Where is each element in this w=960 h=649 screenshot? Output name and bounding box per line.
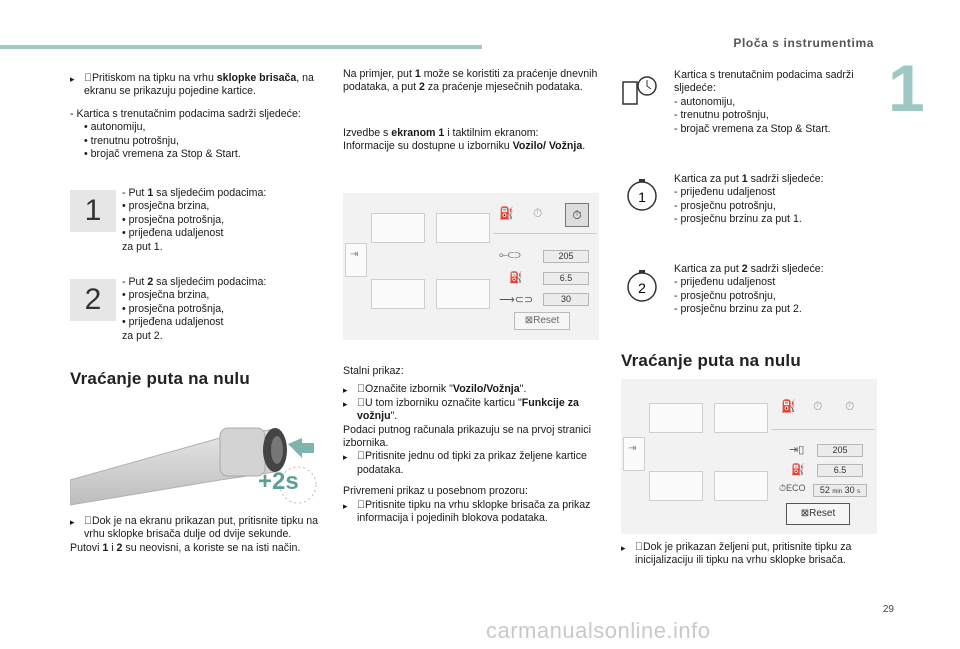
arrow-bullet-icon: ▸ [343,452,348,463]
speed-value: 30 [543,293,589,306]
arrow-bullet-icon: ▸ [621,543,626,553]
chapter-number: 1 [888,51,925,125]
arrow-bullet-icon: ▸ [343,500,348,511]
intro-paragraph: ▸ Pritiskom na tipku na vrhu sklopke brisača, na ekranu se prikazuju pojedine kartice. [70,72,314,98]
trip1-card-item: - prijeđenu udaljenost [674,186,776,199]
distance-icon: ⟜⊂⊃ [499,249,521,261]
col2-display-modes [343,365,601,525]
reset-heading-right: Vraćanje puta na nulu [621,351,801,370]
card-instant-text: Kartica s trenutačnim podacima sadrži sljedeće: [674,69,854,95]
col1-intro [70,72,332,99]
instant-data-icon [621,72,659,111]
card-trip1-block [674,173,884,227]
trip1-item: • prosječna potrošnja, [122,213,225,226]
trip2-item: • prosječna potrošnja, [122,302,225,315]
trip2-block [122,276,332,343]
example-paragraph: Na primjer, put 1 može se koristiti za praćenje dnevnih podataka, a put 2 za praćenje mjesečnih podataka. [343,68,598,94]
instant-tab-icon: ⛽ [499,206,514,220]
trip2-heading: - Put 2 sa sljedećim podacima: [122,276,267,288]
screen-side-button: ⇥ [345,243,367,277]
hold-2s-badge: +2s [258,468,299,495]
consumption-icon: ⛽ [509,272,523,284]
tab-item: • autonomiju, [84,121,146,134]
screen-tile [371,213,425,243]
trip2-card-item: - prosječnu brzinu za put 2. [674,303,802,316]
temporary-heading: Privremeni prikaz u posebnom prozoru: [343,485,528,498]
arrow-bullet-icon: ▸ [343,398,348,409]
trip1-item: • prijeđena udaljenost [122,227,224,240]
section-title: Ploča s instrumentima [733,36,874,50]
watermark: carmanualsonline.info [486,618,711,643]
consumption-value: 6.5 [817,464,863,477]
step-1: ▸ Označite izbornik "Vozilo/Vožnja". [343,383,601,396]
card-trip1-text: Kartica za put 1 sadrži sljedeće: [674,173,824,185]
page-number: 29 [882,604,894,615]
trip1-stopwatch-icon [625,178,659,217]
reset-independent-text: Putovi 1 i 2 su neovisni, a koriste se na isti način. [70,541,301,554]
trip2-stopwatch-icon [625,269,659,308]
touchscreen-example-2 [621,379,877,534]
tab-item: • brojač vremena za Stop & Start. [84,148,241,161]
tab-intro: - Kartica s trenutačnim podacima sadrži sljedeće: [70,108,301,120]
trip1-item: • prosječna brzina, [122,200,210,213]
header-accent-bar [0,45,482,49]
reset-icon: ⊠ [800,508,810,519]
trip2-icon: 2 [70,279,116,321]
trip2-card-item: - prosječnu potrošnju, [674,289,776,302]
step-3: ▸ Pritisnite jednu od tipki za prikaz željene kartice podataka. [343,450,587,476]
screen-tile [714,471,768,501]
trip1-tab-icon: ⏱ [533,206,543,220]
instant-item: - autonomiju, [674,95,736,108]
trip1-card-item: - prosječnu potrošnju, [674,199,776,212]
final-step: ▸ Dok je prikazan željeni put, pritisnite tipku za inicijalizaciju ili tipku na vrhu sklopke brisača. [621,541,852,567]
step-4: ▸ Pritisnite tipku na vrhu sklopke brisača za prikaz informacija i pojedinih blokova podataka. [343,498,591,525]
svg-text:1: 1 [638,189,646,205]
reset-button[interactable] [514,312,570,330]
distance-value: 205 [543,250,589,263]
screen-side-button: ⇥ [623,437,645,471]
card-trip2-text: Kartica za put 2 sadrži sljedeće: [674,263,824,275]
autonomy-value: 205 [817,444,863,457]
card-trip2-block [674,263,884,317]
trip2-item: • prosječna brzina, [122,289,210,302]
step-2: ▸ U tom izborniku označite karticu "Funkcije za vožnju". [343,396,579,423]
trip2-item: • prijeđena udaljenost [122,316,224,329]
reset-button[interactable] [786,503,850,525]
trip1-tail: za put 1. [122,240,163,253]
col2-versions [343,127,601,154]
col1-reset-text [70,515,332,555]
trip2-tab-icon[interactable]: ⏱ [565,203,589,227]
consumption-icon: ⛽ [791,464,805,476]
instant-item: - trenutnu potrošnju, [674,109,769,122]
screen-tile [714,403,768,433]
trip2-card-item: - prijeđenu udaljenost [674,276,776,289]
col3-final-text [621,541,879,568]
instant-tab-icon[interactable]: ⛽ [781,399,796,413]
col2-example [343,68,601,95]
instant-item: - brojač vremena za Stop & Start. [674,122,831,135]
screen-tile [649,403,703,433]
reset-heading-left: Vraćanje puta na nulu [70,369,250,388]
permanent-heading: Stalni prikaz: [343,365,404,377]
tab-divider [771,429,875,430]
reset-icon: ⊠ [524,315,534,326]
stop-start-timer-value: 52 min 30 s [813,484,867,497]
trip1-heading: - Put 1 sa sljedećim podacima: [122,187,267,199]
press-text: ▸ Dok je na ekranu prikazan put, pritisnite tipku na vrhu sklopke brisača dulje od dvije sekunde. [70,515,319,541]
svg-text:2: 2 [638,280,646,296]
screen-tile [436,279,490,309]
trip2-tab-icon[interactable]: ⏱ [845,399,855,413]
data-text: Podaci putnog računala prikazuju se na prvoj stranici izbornika. [343,423,591,450]
trip1-block [122,187,332,254]
consumption-value: 6.5 [543,272,589,285]
speed-icon: ⟶⊂⊃ [499,294,534,306]
trip1-icon: 1 [70,190,116,232]
col1-tab-list [70,108,332,162]
trip1-card-item: - prosječnu brzinu za put 1. [674,213,802,226]
arrow-bullet-icon: ▸ [343,385,348,396]
versions-paragraph: Izvedbe s ekranom 1 i taktilnim ekranom: Informacije su dostupne u izborniku Vozilo/ Vožnja. [343,127,586,153]
reset-label: Reset [809,508,836,519]
tab-divider [493,233,597,234]
trip2-tail: za put 2. [122,329,163,342]
screen-tile [436,213,490,243]
screen-tile [649,471,703,501]
card-instant-block [674,69,884,136]
reset-label: Reset [533,315,560,326]
stop-start-timer-icon: ⏱ECO [779,483,806,493]
trip1-tab-icon[interactable]: ⏱ [813,399,823,413]
arrow-bullet-icon: ▸ [70,74,75,84]
autonomy-icon: ⇥▯ [789,444,805,456]
touchscreen-example-1 [343,193,599,340]
arrow-bullet-icon: ▸ [70,517,75,527]
tab-item: • trenutnu potrošnju, [84,134,179,147]
screen-tile [371,279,425,309]
